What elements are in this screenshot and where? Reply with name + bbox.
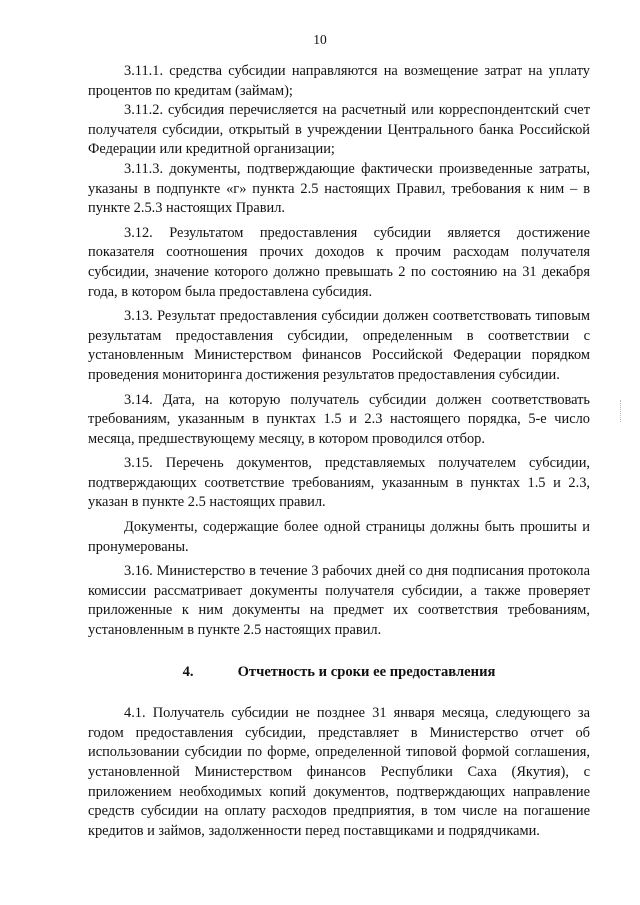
paragraph-3-16: 3.16. Министерство в течение 3 рабочих дней со дня подписания протокола комиссии рассматривает документы получателя субсидии, а также проверяет приложенные к ним документы на предмет их соответствия требованиям, установленным в пункте 2.5 настоящих правил. [88,563,590,639]
margin-mark [620,400,623,422]
section-heading [88,663,590,683]
paragraph-3-14: 3.14. Дата, на которую получатель субсидии должен соответствовать требованиям, указанным в пунктах 1.5 и 2.3 настоящего порядка, 5-е число месяца, предшествующему месяцу, в котором проводился отбор. [88,391,590,447]
section-title: Отчетность и сроки ее предоставления [237,663,496,680]
paragraph-4-1: 4.1. Получатель субсидии не позднее 31 января месяца, следующего за годом предоставления субсидии, представляет в Министерство отчет об использовании субсидии по форме, определенной типовой формой соглашения, установленной Министерством финансов Республики Саха (Якутия), с приложением необходимых копий документов, подтверждающих направление средств субсидии на оплату расходов предприятия, в том числе на погашение кредитов и займов, задолженности перед поставщиками и подрядчиками. [88,705,590,839]
document-body [88,62,590,841]
paragraph-3-15: 3.15. Перечень документов, представляемых получателем субсидии, подтверждающих соответствие требованиям, указанным в пунктах 1.5 и 2.3, указан в пункте 2.5 настоящих правил. [88,455,590,511]
section-number: 4. [182,663,194,680]
paragraph-3-11-3: 3.11.3. документы, подтверждающие фактически произведенные затраты, указаны в подпункте «г» пункта 2.5 настоящих Правил, требования к ним – в пункте 2.5.3 настоящих Правил. [88,160,590,217]
paragraph-3-11-2: 3.11.2. субсидия перечисляется на расчетный или корреспондентский счет получателя субсидии, открытый в учреждении Центрального банка Российской Федерации или кредитной организации; [88,102,590,158]
paragraph-3-12: 3.12. Результатом предоставления субсидии является достижение показателя соотношения прочих доходов к прочим расходам получателя субсидии, значение которого должно превышать 2 по состоянию на 31 декабря года, в котором была предоставлена субсидия. [88,224,590,300]
page-number: 10 [313,32,327,47]
paragraph-3-13: 3.13. Результат предоставления субсидии должен соответствовать типовым результатам предоставления субсидии, определенным в соответствии с установленным Министерством финансов Российской Федерации порядком проведения мониторинга достижения результатов предоставления субсидии. [88,308,590,383]
paragraph-3-11-1: 3.11.1. средства субсидии направляются на возмещение затрат на уплату процентов по кредитам (займам); [88,63,590,99]
paragraph-documents-note: Документы, содержащие более одной страницы должны быть прошиты и пронумерованы. [88,519,590,555]
